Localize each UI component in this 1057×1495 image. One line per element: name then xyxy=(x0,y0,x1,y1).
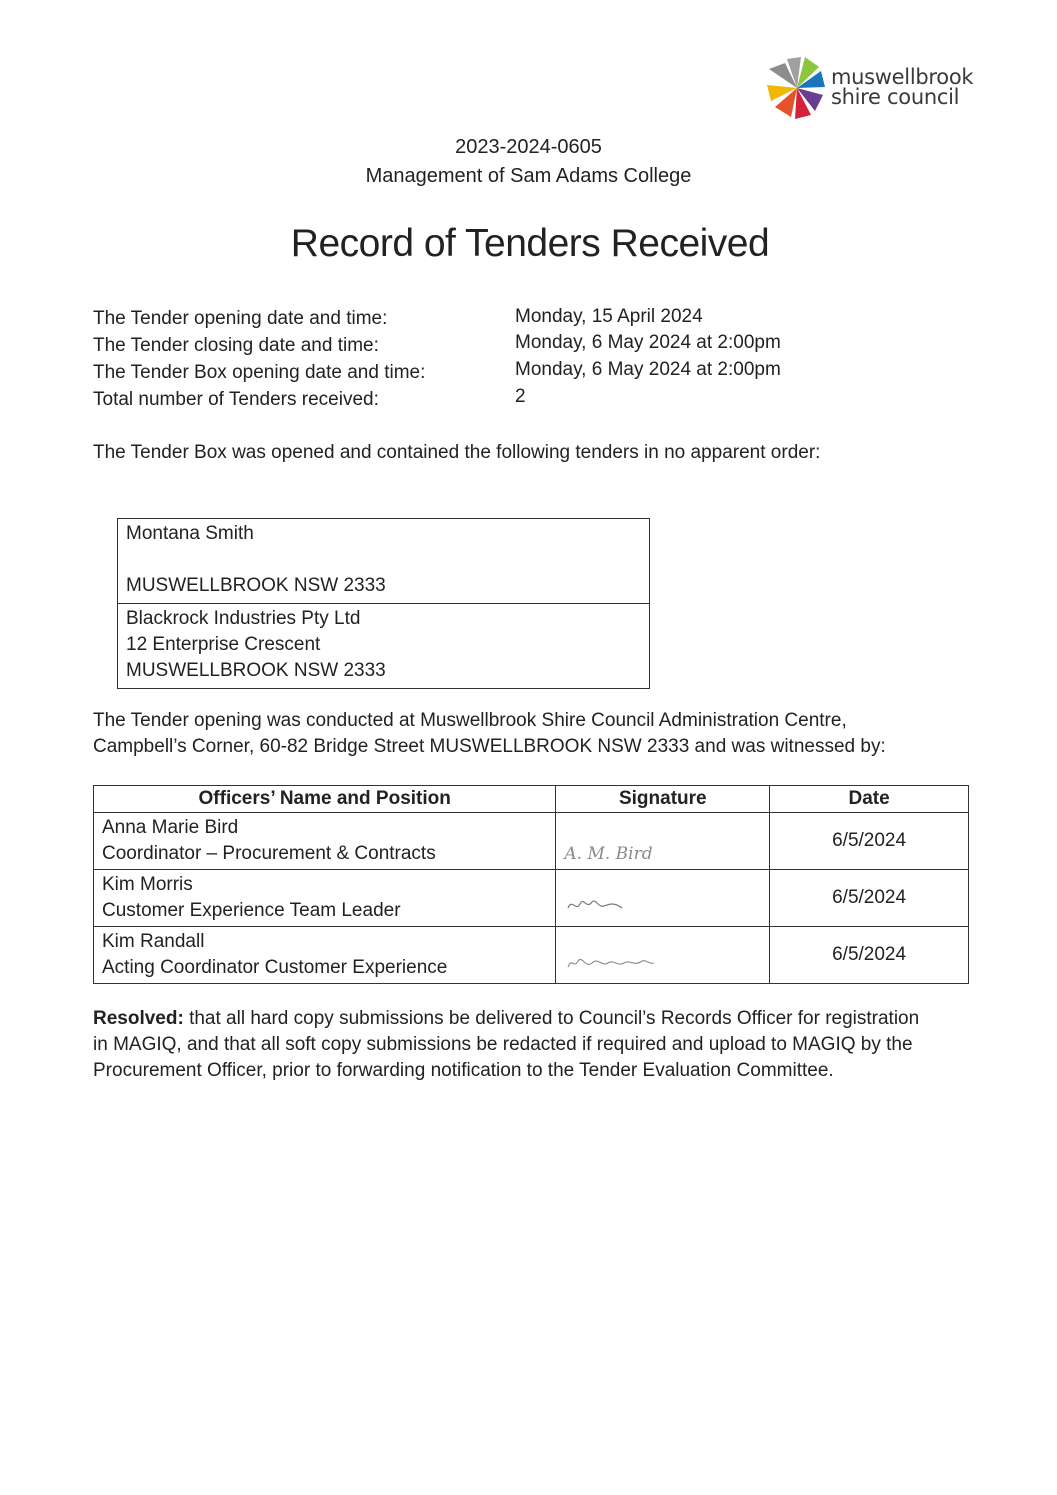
signature-cell xyxy=(556,927,770,984)
tender-name: Montana Smith xyxy=(126,523,254,544)
tender-cell xyxy=(118,604,650,689)
officer-cell xyxy=(94,813,556,870)
logo-line-2: shire council xyxy=(831,85,960,109)
officers-header-row xyxy=(94,786,969,813)
officer-cell xyxy=(94,927,556,984)
date-cell: 6/5/2024 xyxy=(770,870,969,927)
intro-text: The Tender Box was opened and contained the following tenders in no apparent order: xyxy=(93,442,821,463)
detail-value-box-opening: Monday, 6 May 2024 at 2:00pm xyxy=(515,359,781,380)
officer-cell xyxy=(94,870,556,927)
signature-cell xyxy=(556,870,770,927)
detail-label-opening: The Tender opening date and time: xyxy=(93,308,388,329)
tender-locality: MUSWELLBROOK NSW 2333 xyxy=(126,660,386,681)
header-name-position: Officers’ Name and Position xyxy=(94,786,556,813)
tender-address: 12 Enterprise Crescent xyxy=(126,634,321,655)
council-logo xyxy=(765,55,985,125)
detail-value-total: 2 xyxy=(515,386,526,407)
council-logo-mark-icon xyxy=(765,55,829,121)
signature-image xyxy=(562,949,662,973)
resolved-label: Resolved: xyxy=(93,1008,184,1029)
tender-cell xyxy=(118,519,650,604)
date-cell: 6/5/2024 xyxy=(770,813,969,870)
tender-row xyxy=(118,519,650,604)
venue-line-2: Campbell’s Corner, 60-82 Bridge Street MUSWELLBROOK NSW 2333 and was witnessed by: xyxy=(93,736,886,757)
tender-address xyxy=(126,547,641,573)
venue-text xyxy=(93,708,886,760)
table-row xyxy=(94,927,969,984)
tender-subject: Management of Sam Adams College xyxy=(365,165,692,187)
detail-value-closing: Monday, 6 May 2024 at 2:00pm xyxy=(515,332,781,353)
officers-table xyxy=(93,785,969,984)
detail-label-box-opening: The Tender Box opening date and time: xyxy=(93,362,426,383)
officer-name: Kim Randall xyxy=(102,931,205,952)
page-title: Record of Tenders Received xyxy=(290,222,770,265)
header-signature: Signature xyxy=(556,786,770,813)
officer-name: Kim Morris xyxy=(102,874,193,895)
tender-row xyxy=(118,604,650,689)
resolved-line-2: in MAGIQ, and that all soft copy submissions be redacted if required and upload to MAGIQ by the xyxy=(93,1034,913,1055)
detail-value-opening: Monday, 15 April 2024 xyxy=(515,306,703,327)
logo-line-1: muswellbrook xyxy=(831,65,974,89)
resolved-line-1: that all hard copy submissions be delivered to Council’s Records Officer for registration xyxy=(183,1008,920,1029)
detail-label-closing: The Tender closing date and time: xyxy=(93,335,379,356)
signature-image: A. M. Bird xyxy=(564,844,653,864)
resolved-paragraph xyxy=(93,1006,919,1084)
tender-name: Blackrock Industries Pty Ltd xyxy=(126,608,361,629)
tender-reference: 2023-2024-0605 xyxy=(455,136,602,158)
venue-line-1: The Tender opening was conducted at Muswellbrook Shire Council Administration Centre, xyxy=(93,710,847,731)
council-logo-wordmark xyxy=(831,67,973,107)
date-cell: 6/5/2024 xyxy=(770,927,969,984)
header-date: Date xyxy=(770,786,969,813)
tender-locality: MUSWELLBROOK NSW 2333 xyxy=(126,575,386,596)
signature-image xyxy=(562,892,642,916)
detail-label-total: Total number of Tenders received: xyxy=(93,389,379,410)
resolved-line-3: Procurement Officer, prior to forwarding notification to the Tender Evaluation Committee. xyxy=(93,1060,834,1081)
signature-cell xyxy=(556,813,770,870)
tenders-table xyxy=(117,518,650,689)
officer-position: Customer Experience Team Leader xyxy=(102,900,401,921)
officer-name: Anna Marie Bird xyxy=(102,817,239,838)
table-row xyxy=(94,870,969,927)
officer-position: Acting Coordinator Customer Experience xyxy=(102,957,448,978)
table-row xyxy=(94,813,969,870)
officer-position: Coordinator – Procurement & Contracts xyxy=(102,843,436,864)
